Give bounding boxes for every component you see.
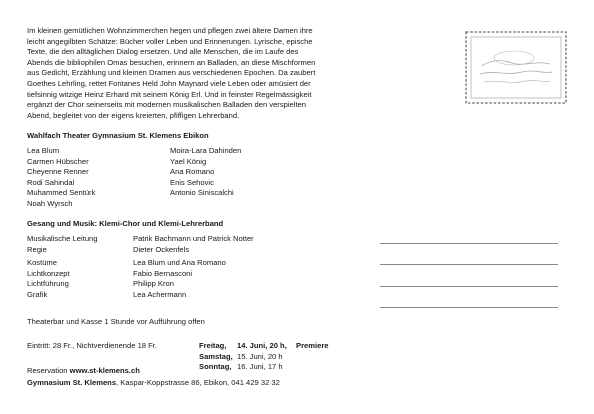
performance-date: 15. Juni, 20 h [237, 351, 283, 361]
cast-name: Moira-Lara Dahinden [170, 146, 242, 155]
cast-name: Antonio Siniscalchi [170, 188, 234, 198]
intro-line: aus Gedicht, Erzählung und kleinen Dramen aus verschiedenen Epochen. Da zaubert [27, 68, 316, 78]
intro-paragraph [27, 26, 345, 121]
credit-role: Kostüme [27, 258, 57, 267]
cast-name: Cheyenne Renner [27, 167, 89, 177]
school-address-line [27, 378, 280, 389]
credit-role: Musikalische Leitung [27, 234, 98, 243]
credit-name: Philipp Kron [133, 279, 174, 289]
performance-date: 16. Juni, 17 h [237, 362, 283, 372]
cast-column-1 [27, 146, 95, 210]
address-line [380, 286, 558, 287]
intro-line: Goethes Lehrling, rettet Fontanes Held John Maynard viele Leben oder amüsiert der [27, 78, 311, 88]
cast-name: Carmen Hübscher [27, 156, 89, 166]
theater-heading: Wahlfach Theater Gymnasium St. Klemens Ebikon [27, 131, 209, 140]
credit-role: Lichtführung [27, 279, 69, 289]
performance-date: 14. Juni, 20 h, [237, 341, 287, 350]
credit-name: Dieter Ockenfels [133, 244, 190, 254]
reservation-link[interactable]: www.st-klemens.ch [69, 366, 140, 375]
intro-line: Im kleinen gemütlichen Wohnzimmerchen hegen und pflegen zwei ältere Damen ihre [27, 26, 313, 35]
intro-line: leicht angegilbten Schätze: Bücher voller Leben und Erinnerungen. Lyrische, epische [27, 36, 313, 46]
credit-names-b [133, 258, 226, 300]
intro-line: ergänzt der Chor seinerseits mit modernen musikalischen Balladen den verspielten [27, 100, 307, 110]
performance-day: Sonntag, [199, 362, 232, 372]
reservation-line [27, 366, 140, 377]
cast-name: Noah Wyrsch [27, 198, 73, 208]
bar-note: Theaterbar und Kasse 1 Stunde vor Aufführung offen [27, 317, 205, 326]
stamp-icon [464, 30, 568, 105]
credit-role: Grafik [27, 289, 48, 299]
intro-line: tiefsinnig witzige Heinz Erhard mit seinem König Erl. Und in feinster Regelmässigkeit [27, 89, 312, 99]
credit-name: Lea Blum und Ana Romano [133, 258, 226, 267]
address-line [380, 264, 558, 265]
cast-name: Lea Blum [27, 146, 60, 155]
credit-name: Fabio Bernasconi [133, 268, 193, 278]
credit-roles-a [27, 234, 98, 255]
premiere-label: Premiere [296, 341, 329, 350]
cast-name: Rodi Sahindal [27, 177, 75, 187]
performance-days [199, 341, 233, 373]
address-line [380, 243, 558, 244]
reservation-label: Reservation [27, 366, 68, 375]
credit-roles-b [27, 258, 70, 300]
cast-name: Enis Sehovic [170, 177, 214, 187]
performance-dates [237, 341, 287, 373]
credit-names-a [133, 234, 254, 255]
music-heading: Gesang und Musik: Klemi-Chor und Klemi-Lehrerband [27, 219, 224, 228]
school-address: , Kaspar-Koppstrasse 86, Ebikon, 041 429 32 32 [116, 378, 280, 387]
intro-line: Abend, begleitet von der eigens kreierten, pfiffigen Lehrerband. [27, 110, 240, 120]
credit-role: Lichtkonzept [27, 268, 70, 278]
credit-name: Lea Achermann [133, 289, 187, 299]
admission-text: Eintritt: 28 Fr., Nichtverdienende 18 Fr. [27, 341, 157, 350]
credit-role: Regie [27, 244, 47, 254]
school-name: Gymnasium St. Klemens [27, 378, 117, 387]
cast-name: Ana Romano [170, 167, 215, 177]
cast-column-2 [170, 146, 241, 199]
performance-day: Freitag, [199, 341, 227, 350]
intro-line: Abends die bibliophilen Omas besuchen, erinnern an Balladen, an diese Mischformen [27, 57, 316, 67]
cast-name: Muhammed Sentürk [27, 188, 96, 198]
intro-line: Texte, die den alltäglichen Dialog ersetzen. Und alle Menschen, die im Laufe des [27, 47, 299, 57]
credit-name: Patrik Bachmann und Patrick Notter [133, 234, 254, 243]
performance-day: Samstag, [199, 351, 233, 361]
address-line [380, 307, 558, 308]
cast-name: Yael König [170, 156, 207, 166]
